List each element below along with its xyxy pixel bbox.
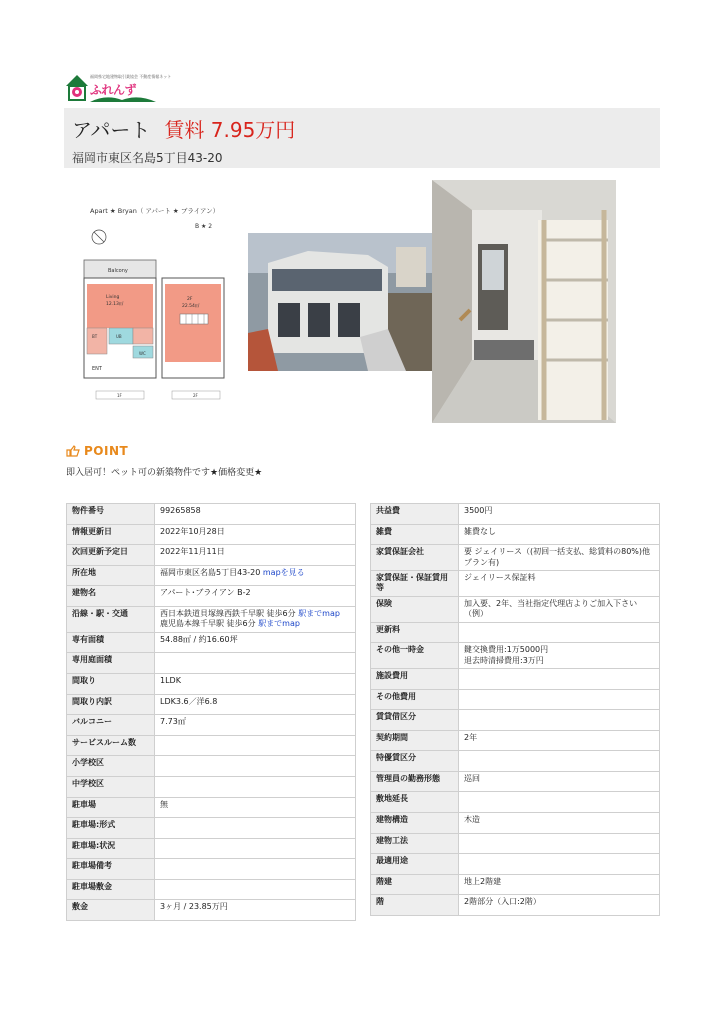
row-label: 契約期間	[371, 730, 459, 751]
row-value	[155, 756, 356, 777]
table-row	[371, 622, 660, 643]
table-row	[371, 710, 660, 731]
pointing-hand-icon	[66, 445, 80, 457]
table-row	[67, 838, 356, 859]
wc-label: WC	[139, 351, 146, 356]
table-row	[67, 797, 356, 818]
row-value-text: 3500円	[464, 506, 493, 515]
row-value-text: ジェイリース保証料	[464, 572, 536, 582]
table-row	[67, 900, 356, 921]
row-value-text: 無	[160, 799, 168, 809]
row-value	[155, 859, 356, 880]
map-link[interactable]: mapを見る	[262, 567, 305, 577]
row-label: 施設費用	[371, 668, 459, 689]
row-value-text: 3ヶ月 / 23.85万円	[160, 902, 228, 912]
row-label: その他費用	[371, 689, 459, 710]
house-logo-icon	[64, 72, 90, 102]
row-value-text: LDK3.6／洋6.8	[160, 696, 218, 706]
floor-plan-image[interactable]	[64, 180, 246, 408]
row-label: 次回更新予定日	[67, 545, 155, 566]
floorplan-title: Apart ★ Bryan（ アパート ★ ブライアン）	[90, 207, 220, 215]
table-row	[371, 504, 660, 525]
table-row	[67, 715, 356, 736]
row-value-text-2: 退去時清掃費用:3万円	[464, 655, 544, 665]
logo-hills-icon	[90, 94, 156, 102]
row-label: 情報更新日	[67, 524, 155, 545]
exterior-photo[interactable]	[248, 233, 432, 371]
row-label: 間取り	[67, 673, 155, 694]
row-value-text: 2022年11月11日	[160, 547, 225, 557]
row-value	[459, 854, 660, 875]
row-value-text-2: 鹿児島本線千早駅 徒歩6分	[160, 619, 259, 629]
row-value	[155, 818, 356, 839]
table-row	[67, 545, 356, 566]
row-value-text: 54.88㎡ / 約16.60坪	[160, 634, 238, 644]
row-value-text: 鍵交換費用:1万5000円	[464, 645, 549, 655]
row-value-text: 加入要、2年、当社指定代理店よりご加入下さい（例）	[464, 598, 638, 619]
row-value	[459, 792, 660, 813]
row-value	[459, 813, 660, 834]
rent-price: 賃料 7.95万円	[164, 118, 296, 142]
entry-label: ENT	[92, 366, 102, 372]
row-value	[459, 689, 660, 710]
row-label: 間取り内訳	[67, 694, 155, 715]
row-label: 駐車場備考	[67, 859, 155, 880]
table-row	[67, 606, 356, 632]
row-label: 建物工法	[371, 833, 459, 854]
row-label: 敷金	[67, 900, 155, 921]
row-label: 中学校区	[67, 776, 155, 797]
row-value-text: 2022年10月28日	[160, 526, 225, 536]
row-value-text: 2階部分（入口:2階）	[464, 897, 541, 907]
room-2f-label: 2F	[187, 297, 193, 302]
row-label: 建物名	[67, 586, 155, 607]
floor-2f-label: 2F	[193, 393, 198, 398]
row-value	[155, 797, 356, 818]
row-label: 家賃保証会社	[371, 545, 459, 571]
row-value-text: 7.73㎡	[160, 717, 186, 727]
row-value	[155, 565, 356, 586]
table-row	[67, 524, 356, 545]
row-label: 敷地延長	[371, 792, 459, 813]
map-link[interactable]: 駅までmap	[298, 608, 340, 618]
row-value	[459, 668, 660, 689]
floor-1f-label: 1F	[117, 393, 122, 398]
row-label: 特優賃区分	[371, 751, 459, 772]
table-row	[371, 792, 660, 813]
point-text: 即入居可！ペット可の新築物件です★価格変更★	[66, 468, 263, 478]
table-row	[67, 859, 356, 880]
table-row	[67, 879, 356, 900]
row-label: 家賃保証・保証賃用等	[371, 570, 459, 596]
table-row	[371, 545, 660, 571]
row-value-text: 西日本鉄道貝塚線西鉄千早駅 徒歩6分	[160, 608, 299, 618]
table-row	[67, 632, 356, 653]
row-value	[155, 879, 356, 900]
table-row	[371, 874, 660, 895]
row-value	[155, 735, 356, 756]
row-label: 建物構造	[371, 813, 459, 834]
living-area: 12.13㎡	[106, 302, 124, 307]
row-label: 更新料	[371, 622, 459, 643]
row-label: 所在地	[67, 565, 155, 586]
row-value	[459, 643, 660, 669]
row-label: 駐車場:形式	[67, 818, 155, 839]
entrance-photo[interactable]	[432, 180, 616, 423]
row-value	[459, 874, 660, 895]
map-link[interactable]: 駅までmap	[258, 619, 300, 629]
table-row	[371, 730, 660, 751]
row-label: サービスルーム数	[67, 735, 155, 756]
row-label: 階	[371, 895, 459, 916]
floorplan-unit: B ★ 2	[195, 223, 213, 230]
row-label: 駐車場:状況	[67, 838, 155, 859]
table-row	[371, 596, 660, 622]
table-row	[371, 833, 660, 854]
point-heading	[66, 444, 128, 458]
spec-table-right	[370, 503, 660, 916]
bath-label: BT	[92, 334, 98, 339]
row-label: 専用庭面積	[67, 653, 155, 674]
row-label: 駐車場	[67, 797, 155, 818]
row-value	[459, 710, 660, 731]
row-label: 雑費	[371, 524, 459, 545]
row-value-text: 99265858	[160, 506, 201, 515]
row-value-text: 地上2階建	[464, 876, 502, 886]
table-row	[67, 818, 356, 839]
row-label: 管理員の勤務形態	[371, 771, 459, 792]
table-row	[371, 524, 660, 545]
row-label: 保険	[371, 596, 459, 622]
table-row	[67, 735, 356, 756]
table-row	[67, 756, 356, 777]
table-row	[371, 643, 660, 669]
row-value	[155, 715, 356, 736]
row-label: 駐車場敷金	[67, 879, 155, 900]
row-value	[459, 596, 660, 622]
table-row	[371, 771, 660, 792]
row-value	[459, 622, 660, 643]
row-value-text: アパート･ブライアン B-2	[160, 588, 251, 598]
wash-label: UB	[116, 334, 122, 339]
logo-tagline: 福岡県宅地建物取引業協会 不動産情報ネット	[90, 74, 172, 79]
table-row	[67, 694, 356, 715]
row-value	[459, 895, 660, 916]
spec-table-left	[66, 503, 356, 921]
row-label: 共益費	[371, 504, 459, 525]
row-value-text: 雑費なし	[464, 526, 496, 536]
table-row	[371, 854, 660, 875]
row-value	[459, 524, 660, 545]
row-value	[155, 606, 356, 632]
row-value	[459, 771, 660, 792]
room-2f-area: 22.54㎡	[182, 304, 200, 309]
living-label: Living	[106, 295, 120, 300]
row-label: 階建	[371, 874, 459, 895]
row-label: 最適用途	[371, 854, 459, 875]
table-row	[371, 895, 660, 916]
property-header	[64, 108, 660, 168]
row-value	[155, 524, 356, 545]
row-value	[155, 632, 356, 653]
row-value-text: 2年	[464, 732, 478, 742]
row-value	[155, 838, 356, 859]
table-row	[67, 565, 356, 586]
row-label: 沿線・駅・交通	[67, 606, 155, 632]
site-logo[interactable]	[64, 72, 172, 102]
row-value	[155, 776, 356, 797]
table-row	[371, 813, 660, 834]
row-value	[155, 653, 356, 674]
row-value-text: 要 ジェイリース（(初回一括支払、総賃料の80%)他プラン有)	[464, 547, 651, 567]
row-value	[155, 673, 356, 694]
table-row	[67, 586, 356, 607]
row-value	[155, 900, 356, 921]
row-label: 小学校区	[67, 756, 155, 777]
row-label: 賃貸借区分	[371, 710, 459, 731]
row-label: その他一時金	[371, 643, 459, 669]
row-value-text: 福岡市東区名島5丁目43-20	[160, 567, 263, 577]
row-label: 物件番号	[67, 504, 155, 525]
row-value-text: 木造	[464, 815, 480, 825]
row-value	[459, 751, 660, 772]
table-row	[67, 504, 356, 525]
row-value	[459, 833, 660, 854]
row-value	[155, 694, 356, 715]
row-value	[459, 545, 660, 571]
row-label: バルコニー	[67, 715, 155, 736]
row-value	[155, 545, 356, 566]
row-value-text: 巡回	[464, 773, 480, 783]
table-row	[371, 751, 660, 772]
row-value-text: 1LDK	[160, 675, 181, 685]
point-label: POINT	[84, 444, 129, 458]
property-address: 福岡市東区名島5丁目43-20	[72, 151, 223, 165]
compass-icon	[92, 230, 106, 244]
table-row	[371, 668, 660, 689]
row-value	[155, 504, 356, 525]
table-row	[67, 653, 356, 674]
table-row	[371, 689, 660, 710]
row-value	[459, 730, 660, 751]
balcony-label: Balcony	[108, 268, 128, 274]
row-label: 専有面積	[67, 632, 155, 653]
logo-brand: ふれんず	[90, 83, 137, 97]
row-value	[155, 586, 356, 607]
row-value	[459, 570, 660, 596]
table-row	[67, 776, 356, 797]
row-value	[459, 504, 660, 525]
property-type: アパート	[72, 118, 151, 142]
table-row	[371, 570, 660, 596]
table-row	[67, 673, 356, 694]
